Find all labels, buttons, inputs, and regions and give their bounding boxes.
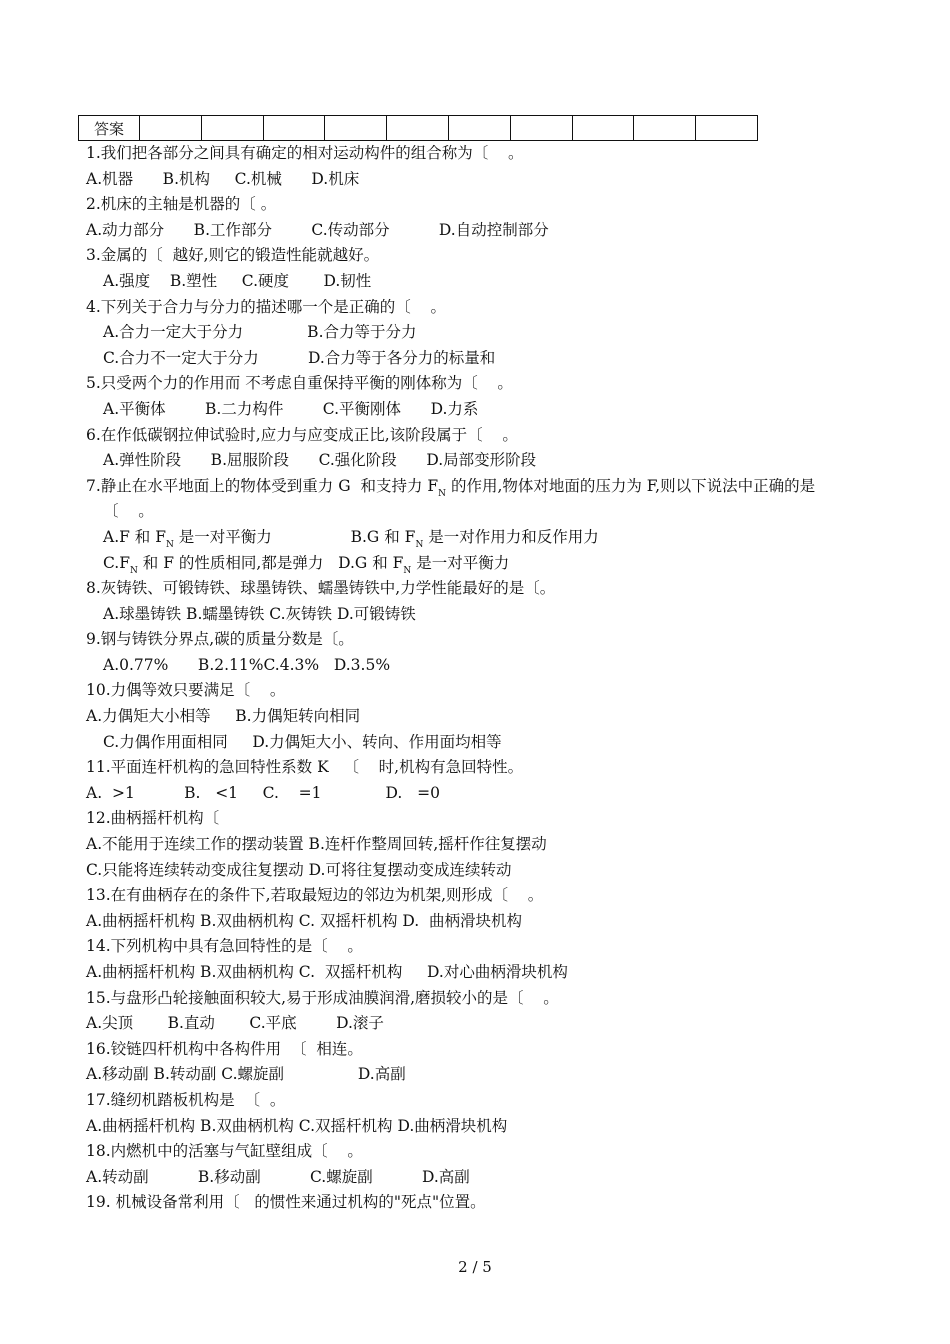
question-8: 8.灰铸铁、可锻铸铁、球墨铸铁、蠕墨铸铁中,力学性能最好的是〔。 [86,579,556,598]
question-10-options-ab: A.力偶矩大小相等 B.力偶矩转向相同 [86,707,361,726]
question-list [86,141,886,1216]
question-12-options-ab: A.不能用于连续工作的摆动装置 B.连杆作整周回转,摇杆作往复摆动 [86,835,547,854]
question-18-options: A.转动副 B.移动副 C.螺旋副 D.高副 [86,1167,470,1186]
question-12: 12.曲柄摇杆机构〔 [86,809,220,828]
question-7-continuation: 〔 。 [103,502,154,521]
answer-row [79,116,758,141]
question-13: 13.在有曲柄存在的条件下,若取最短边的邻边为机架,则形成〔 。 [86,886,544,905]
question-5-options: A.平衡体 B.二力构件 C.平衡刚体 D.力系 [103,399,479,418]
question-10-options-cd: C.力偶作用面相同 D.力偶矩大小、转向、作用面均相等 [103,732,502,751]
question-16-options: A.移动副 B.转动副 C.螺旋副 D.高副 [86,1065,406,1084]
subscript-n: N [438,488,447,499]
question-9-options: A.0.77% B.2.11%C.4.3% D.3.5% [103,655,391,674]
question-7-text-a: 7.静止在水平地面上的物体受到重力 G 和支持力 F [86,476,439,495]
answer-table [78,115,758,141]
question-10: 10.力偶等效只要满足〔 。 [86,681,286,700]
option-c-text: C.F [103,553,130,572]
question-18: 18.内燃机中的活塞与气缸壁组成〔 。 [86,1142,363,1161]
question-1-options: A.机器 B.机构 C.机械 D.机床 [86,169,360,188]
question-12-options-cd: C.只能将连续转动变成往复摆动 D.可将往复摆动变成连续转动 [86,860,512,879]
question-14: 14.下列机构中具有急回特性的是〔 。 [86,937,363,956]
option-a-text: A.F 和 F [103,527,166,546]
question-14-options: A.曲柄摇杆机构 B.双曲柄机构 C. 双摇杆机构 D.对心曲柄滑块机构 [86,963,568,981]
question-11: 11.平面连杆机构的急回特性系数 K 〔 时,机构有急回特性。 [86,758,524,777]
question-11-options: A. >1 B. <1 C. =1 D. =0 [86,783,440,802]
answer-cell[interactable] [140,116,202,141]
answer-cell[interactable] [201,116,263,141]
question-7-options-ab [86,525,886,551]
answer-cell[interactable] [696,116,758,141]
answer-cell[interactable] [572,116,634,141]
page-number: 2 / 5 [458,1258,492,1276]
answer-cell[interactable] [325,116,387,141]
answer-label: 答案 [79,116,140,141]
question-4-options-cd: C.合力不一定大于分力 D.合力等于各分力的标量和 [103,348,496,367]
answer-cell[interactable] [448,116,510,141]
question-17-options: A.曲柄摇杆机构 B.双曲柄机构 C.双摇杆机构 D.曲柄滑块机构 [86,1116,508,1135]
answer-cell[interactable] [263,116,325,141]
question-3-options: A.强度 B.塑性 C.硬度 D.韧性 [103,271,372,290]
question-6-options: A.弹性阶段 B.屈服阶段 C.强化阶段 D.局部变形阶段 [103,451,537,470]
answer-cell[interactable] [634,116,696,141]
question-4: 4.下列关于合力与分力的描述哪一个是正确的〔 。 [86,297,446,316]
option-d-text: 是一对平衡力 [411,553,510,572]
subscript-n: N [403,565,412,576]
answer-cell[interactable] [510,116,572,141]
question-1: 1.我们把各部分之间具有确定的相对运动构件的组合称为〔 。 [86,144,524,162]
question-2-options: A.动力部分 B.工作部分 C.传动部分 D.自动控制部分 [86,220,549,239]
question-9: 9.钢与铸铁分界点,碳的质量分数是〔。 [86,630,354,649]
question-8-options: A.球墨铸铁 B.蠕墨铸铁 C.灰铸铁 D.可锻铸铁 [103,604,416,623]
question-4-options-ab: A.合力一定大于分力 B.合力等于分力 [103,323,417,342]
question-6: 6.在作低碳钢拉伸试验时,应力与应变成正比,该阶段属于〔 。 [86,425,518,444]
option-a-b-text: 是一对平衡力 B.G 和 F [173,527,416,546]
question-7-text-b: 的作用,物体对地面的压力为 F,则以下说法中正确的是 [446,476,816,495]
question-7-options-cd [86,551,886,577]
subscript-n: N [415,539,424,550]
question-3: 3.金属的〔 越好,则它的锻造性能就越好。 [86,246,380,265]
answer-cell[interactable] [387,116,449,141]
subscript-n: N [165,539,174,550]
question-19: 19. 机械设备常利用〔 的惯性来通过机构的"死点"位置。 [86,1193,486,1212]
question-15-options: A.尖顶 B.直动 C.平底 D.滚子 [86,1014,384,1033]
question-13-options: A.曲柄摇杆机构 B.双曲柄机构 C. 双摇杆机构 D. 曲柄滑块机构 [86,911,523,930]
question-7 [86,474,886,500]
question-2: 2.机床的主轴是机器的〔 。 [86,195,277,214]
option-c-d-text: 和 F 的性质相同,都是弹力 D.G 和 F [137,553,404,572]
question-16: 16.铰链四杆机构中各构件用 〔 相连。 [86,1039,363,1058]
subscript-n: N [130,565,138,576]
option-b-text: 是一对作用力和反作用力 [423,527,599,546]
question-15: 15.与盘形凸轮接触面积较大,易于形成油膜润滑,磨损较小的是〔 。 [86,988,559,1007]
question-17: 17.缝纫机踏板机构是 〔 。 [86,1090,286,1109]
question-5: 5.只受两个力的作用而 不考虑自重保持平衡的刚体称为〔 。 [86,374,513,393]
